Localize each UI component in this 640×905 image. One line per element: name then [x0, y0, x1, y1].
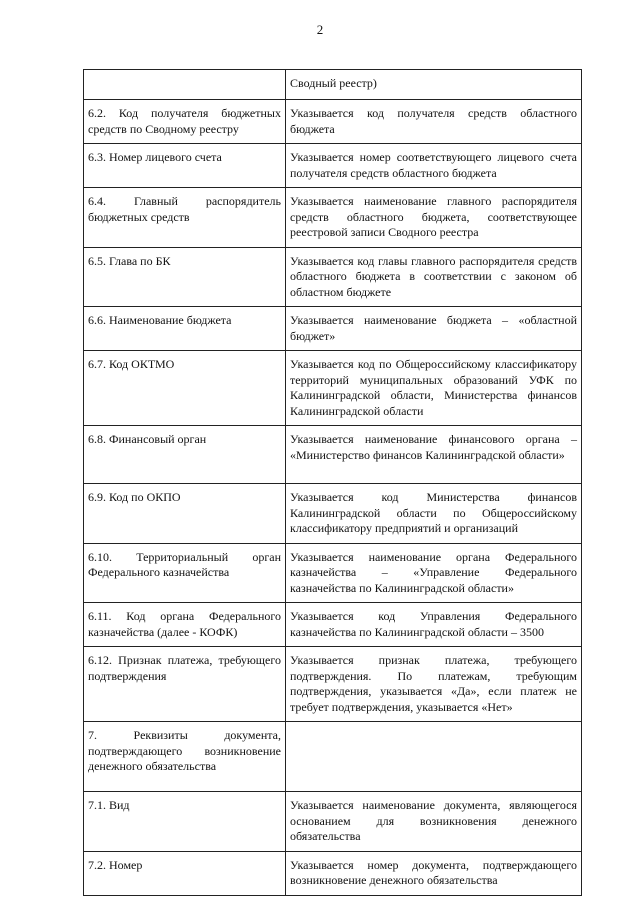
field-description-cell: Сводный реестр)	[286, 70, 582, 100]
table-row	[84, 70, 582, 100]
table-row	[84, 247, 582, 307]
field-label-cell: 7.2. Номер	[84, 851, 286, 895]
field-description-cell: Указывается код Управления Федерального казначейства по Калининградской области – 3500	[286, 603, 582, 647]
field-description-cell: Указывается наименование документа, являющегося основанием для возникновения денежного обязательства	[286, 792, 582, 852]
field-description-cell: Указывается код Министерства финансов Калининградской области по Общероссийскому классификатору предприятий и организаций	[286, 484, 582, 544]
field-description-cell: Указывается код по Общероссийскому классификатору территорий муниципальных образований УФК по Калининградской области, Министерства финансов Калининградской области	[286, 351, 582, 426]
field-description-cell	[286, 722, 582, 792]
field-label-cell: 6.3. Номер лицевого счета	[84, 144, 286, 188]
field-label-cell: 6.5. Глава по БК	[84, 247, 286, 307]
field-label-cell: 6.11. Код органа Федерального казначейства (далее - КОФК)	[84, 603, 286, 647]
field-description-cell: Указывается наименование органа Федерального казначейства – «Управление Федерального казначейства по Калининградской области»	[286, 543, 582, 603]
table-row	[84, 792, 582, 852]
field-description-cell: Указывается наименование бюджета – «областной бюджет»	[286, 307, 582, 351]
table-row	[84, 851, 582, 895]
field-label-cell: 6.9. Код по ОКПО	[84, 484, 286, 544]
field-description-cell: Указывается код получателя средств областного бюджета	[286, 100, 582, 144]
table-row	[84, 351, 582, 426]
table-row	[84, 426, 582, 484]
field-label-cell: 6.6. Наименование бюджета	[84, 307, 286, 351]
table-row	[84, 543, 582, 603]
table-row	[84, 722, 582, 792]
field-label-cell: 6.12. Признак платежа, требующего подтверждения	[84, 647, 286, 722]
field-description-cell: Указывается номер соответствующего лицевого счета получателя средств областного бюджета	[286, 144, 582, 188]
table-row	[84, 307, 582, 351]
field-label-cell: 6.4. Главный распорядитель бюджетных средств	[84, 188, 286, 248]
field-label-cell: 7. Реквизиты документа, подтверждающего возникновение денежного обязательства	[84, 722, 286, 792]
field-label-cell: 6.10. Территориальный орган Федерального казначейства	[84, 543, 286, 603]
requisites-table	[83, 69, 582, 896]
field-description-cell: Указывается наименование финансового органа – «Министерство финансов Калининградской области»	[286, 426, 582, 484]
table-body	[84, 70, 582, 896]
page-number: 2	[316, 22, 324, 37]
field-label-cell: 6.8. Финансовый орган	[84, 426, 286, 484]
field-description-cell: Указывается код главы главного распорядителя средств областного бюджета в соответствии с законом об областном бюджете	[286, 247, 582, 307]
table-row	[84, 144, 582, 188]
table-row	[84, 647, 582, 722]
field-label-cell: 7.1. Вид	[84, 792, 286, 852]
field-description-cell: Указывается наименование главного распорядителя средств областного бюджета, соответствующее реестровой записи Сводного реестра	[286, 188, 582, 248]
table-row	[84, 188, 582, 248]
table-row	[84, 484, 582, 544]
table-row	[84, 100, 582, 144]
field-description-cell: Указывается номер документа, подтверждающего возникновение денежного обязательства	[286, 851, 582, 895]
field-description-cell: Указывается признак платежа, требующего подтверждения. По платежам, требующим подтверждения, указывается «Да», если платеж не требует подтверждения, указывается «Нет»	[286, 647, 582, 722]
field-label-cell	[84, 70, 286, 100]
field-label-cell: 6.7. Код ОКТМО	[84, 351, 286, 426]
field-label-cell: 6.2. Код получателя бюджетных средств по Сводному реестру	[84, 100, 286, 144]
table-row	[84, 603, 582, 647]
